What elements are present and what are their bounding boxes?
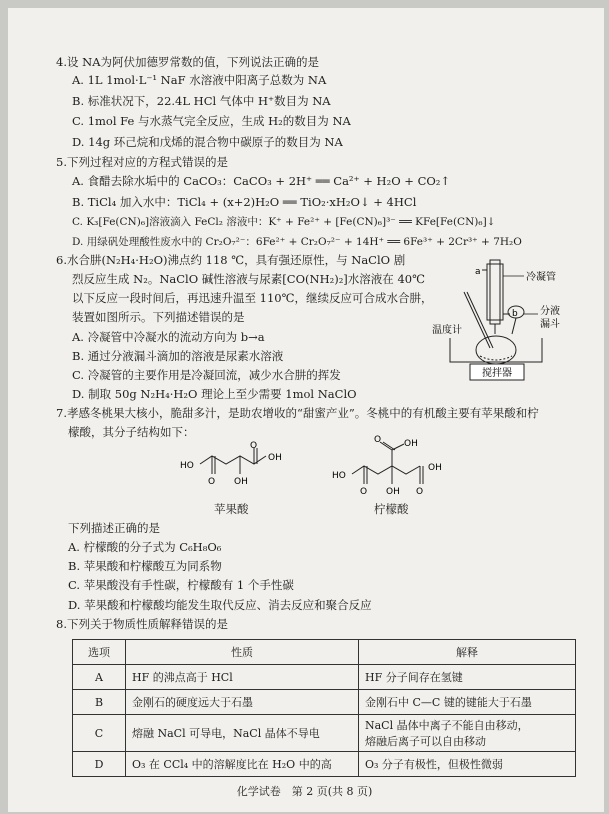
table-row [73,665,576,690]
condenser-tube [482,260,510,334]
q7-stem-line-2: 檬酸，其分子结构如下： [68,425,195,439]
row-a-option: A [73,665,126,690]
q5-option-a: A. 食醋去除水垢中的 CaCO₃：CaCO₃ + 2H⁺ ══ Ca²⁺ + H₂O + CO₂↑ [72,174,451,188]
row-b-option: B [73,690,126,715]
label-thermometer: 温度计 [432,325,462,336]
q4-option-b: B. 标准状况下，22.4L HCl 气体中 H⁺数目为 NA [72,94,331,108]
row-c-explanation [359,715,576,752]
flask-and-bath [450,336,542,364]
row-d-explanation: O₃ 分子有极性，但极性微弱 [359,752,576,777]
citric-oh-mid: OH [386,487,400,497]
row-c-explanation-line-1: NaCl 晶体中离子不能自由移动， [365,719,529,732]
q6-stem-line-4: 装置如图所示。下列描述错误的是 [72,310,245,324]
q7-option-d: D. 苹果酸和柠檬酸均能发生取代反应、消去反应和聚合反应 [68,598,372,612]
q5-option-c: C. K₃[Fe(CN)₆]溶液滴入 FeCl₂ 溶液中：K⁺ + Fe²⁺ + [Fe(CN)₆]³⁻ ══ KFe[Fe(CN)₆]↓ [72,216,496,228]
q5-stem: 5.下列过程对应的方程式错误的是 [56,155,228,169]
malic-oh2: OH [268,453,282,463]
q7-ask: 下列描述正确的是 [68,521,160,535]
header-option: 选项 [73,640,126,665]
citric-oh-top: OH [404,439,418,449]
label-condenser: 冷凝管 [526,272,556,283]
row-d-option: D [73,752,126,777]
header-property: 性质 [126,640,359,665]
malic-ho: HO [180,461,194,471]
citric-acid-label: 柠檬酸 [374,502,409,516]
row-b-property: 金刚石的硬度远大于石墨 [126,690,359,715]
citric-acid-structure [328,434,448,500]
malic-oh1: OH [234,477,248,487]
q7-option-c: C. 苹果酸没有手性碳，柠檬酸有 1 个手性碳 [68,578,294,592]
table-header-row [73,640,576,665]
q7-stem-line-1: 7.孝感冬桃果大核小，脆甜多汁，是助农增收的“甜蜜产业”。冬桃中的有机酸主要有苹果酸和柠 [56,406,539,420]
row-d-property: O₃ 在 CCl₄ 中的溶解度比在 H₂O 中的高 [126,752,359,777]
q8-table [72,639,576,777]
apparatus-figure [432,252,582,382]
q8-stem: 8.下列关于物质性质解释错误的是 [56,617,228,631]
label-stirrer: 搅拌器 [482,368,512,379]
q6-stem-line-2: 烈反应生成 N₂。NaClO 碱性溶液与尿素[CO(NH₂)₂]水溶液在 40℃ [72,272,425,286]
malic-acid-structure [178,440,298,500]
q6-stem-line-1: 6.水合肼(N₂H₄·H₂O)沸点约 118 ℃，具有强还原性，与 NaClO 剧 [56,253,406,267]
q6-stem-line-3: 以下反应一段时间后，再迅速升温至 110℃，继续反应可合成水合肼， [72,291,433,305]
row-a-explanation: HF 分子间存在氢键 [359,665,576,690]
malic-acid-label: 苹果酸 [214,502,249,516]
label-funnel-1: 分液 [540,306,560,317]
citric-ho: HO [332,471,346,481]
q5-option-d: D. 用绿矾处理酸性废水中的 Cr₂O₇²⁻：6Fe²⁺ + Cr₂O₇²⁻ + 14H⁺ ══ 6Fe³⁺ + 2Cr³⁺ + 7H₂O [72,236,522,248]
q4-option-c: C. 1mol Fe 与水蒸气完全反应，生成 H₂的数目为 NA [72,114,351,128]
header-explanation: 解释 [359,640,576,665]
row-c-explanation-line-2: 熔融后离子可以自由移动 [365,735,486,748]
q7-option-a: A. 柠檬酸的分子式为 C₆H₈O₆ [68,540,222,554]
page-footer: 化学试卷 第 2 页(共 8 页) [236,785,373,798]
q6-option-d: D. 制取 50g N₂H₄·H₂O 理论上至少需要 1mol NaClO [72,387,357,401]
q6-option-b: B. 通过分液漏斗滴加的溶液是尿素水溶液 [72,349,284,363]
citric-o3: O [416,487,424,497]
label-b: b [512,309,518,319]
q4-stem: 4.设 NA为阿伏加德罗常数的值，下列说法正确的是 [56,55,319,69]
label-a: a [475,267,481,277]
table-row [73,752,576,777]
row-c-property: 熔融 NaCl 可导电，NaCl 晶体不导电 [126,715,359,752]
q4-option-a: A. 1L 1mol·L⁻¹ NaF 水溶液中阳离子总数为 NA [72,73,327,87]
q4-option-d: D. 14g 环己烷和戊烯的混合物中碳原子的数目为 NA [72,135,343,149]
row-c-option: C [73,715,126,752]
q7-option-b: B. 苹果酸和柠檬酸互为同系物 [68,559,222,573]
table-row [73,690,576,715]
citric-oh-right: OH [428,463,442,473]
citric-o2: O [374,435,382,445]
q6-option-c: C. 冷凝管的主要作用是冷凝回流，减少水合肼的挥发 [72,368,341,382]
row-a-property: HF 的沸点高于 HCl [126,665,359,690]
row-b-explanation: 金刚石中 C—C 键的键能大于石墨 [359,690,576,715]
malic-o2: O [250,441,258,451]
q6-option-a: A. 冷凝管中冷凝水的流动方向为 b→a [72,330,265,344]
citric-o1: O [360,487,368,497]
table-row [73,715,576,752]
label-funnel-2: 漏斗 [540,319,560,330]
q5-option-b: B. TiCl₄ 加入水中：TiCl₄ + (x+2)H₂O ══ TiO₂·xH₂O↓ + 4HCl [72,195,417,209]
malic-o1: O [208,477,216,487]
